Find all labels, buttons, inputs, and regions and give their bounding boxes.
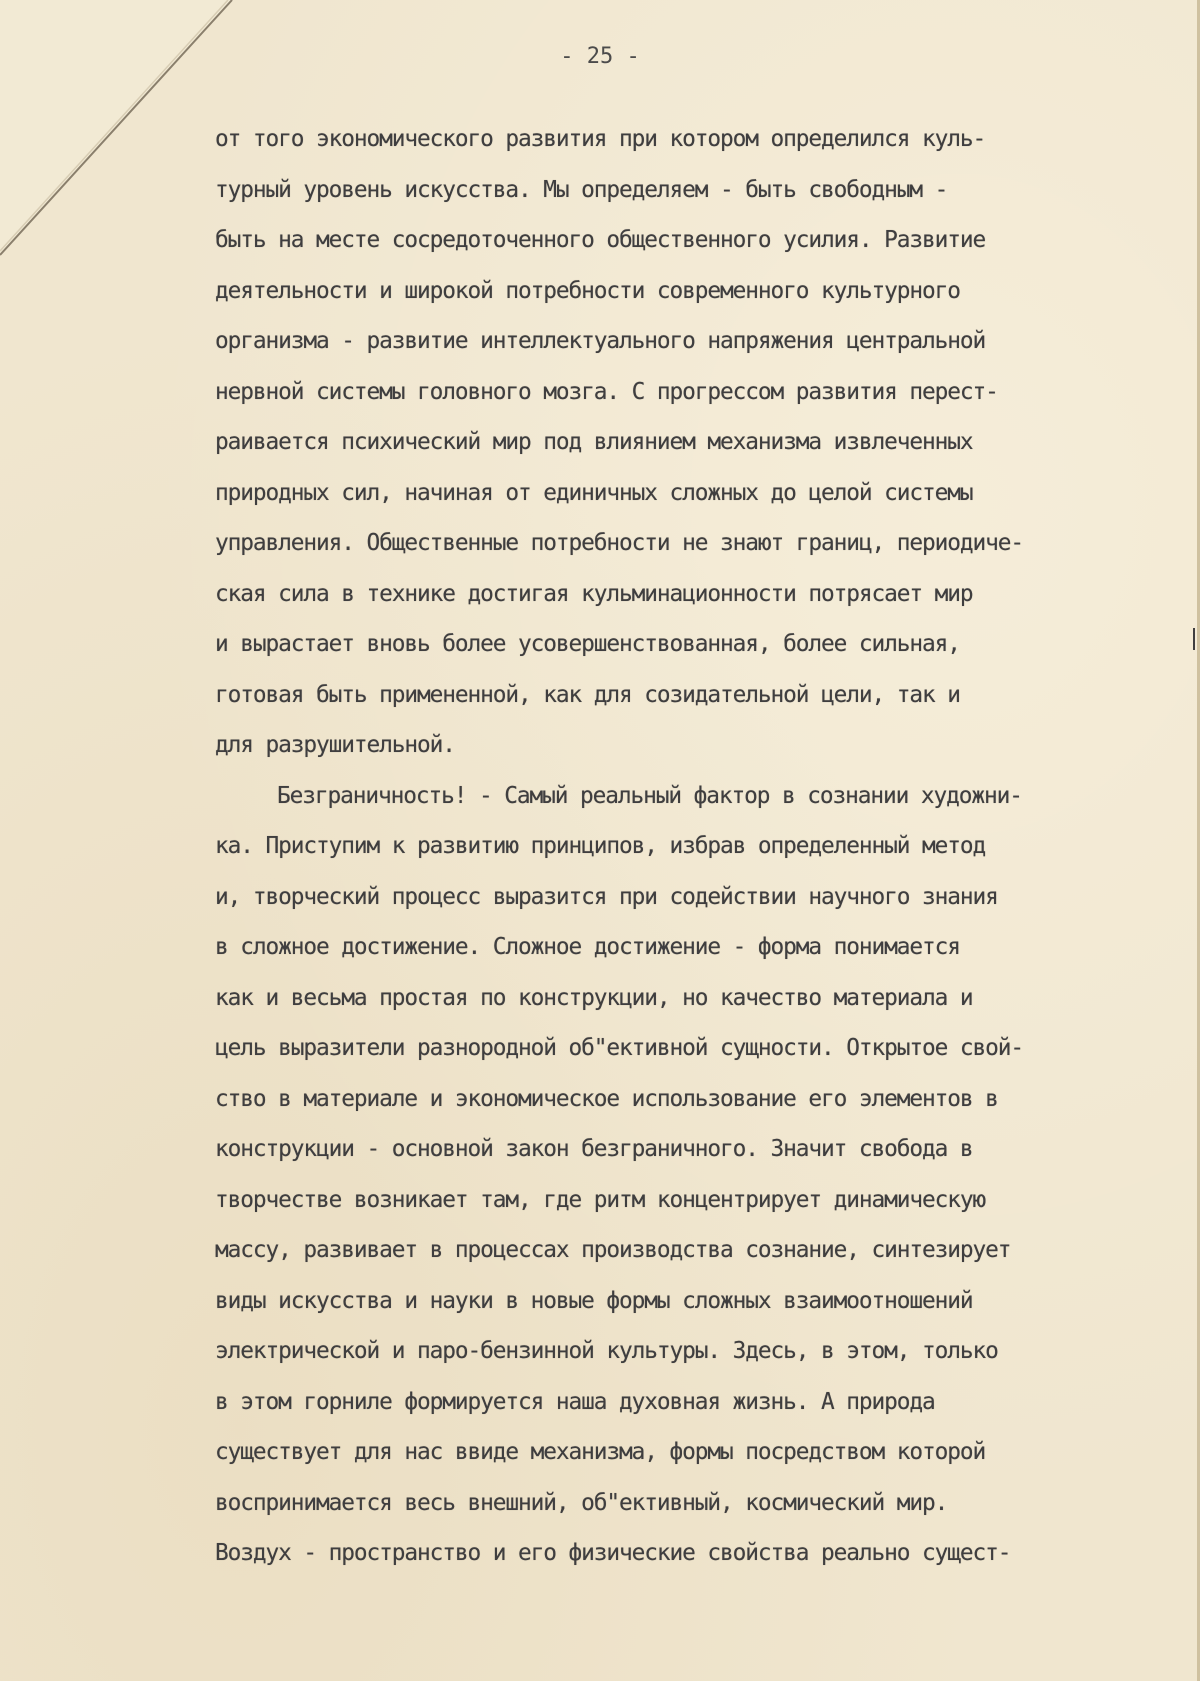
margin-mark (1193, 628, 1195, 650)
text-line: ка. Приступим к развитию принципов, избрав определенный метод (215, 833, 986, 859)
text-line: раивается психический мир под влиянием механизма извлеченных (215, 429, 973, 455)
text-line: управления. Общественные потребности не знают границ, периодиче- (215, 530, 1023, 556)
text-line: как и весьма простая по конструкции, но качество материала и (215, 984, 973, 1011)
text-line: воспринимается весь внешний, об"ективный, космический мир. (215, 1489, 948, 1516)
text-line: творчестве возникает там, где ритм концентрирует динамическую (215, 1186, 986, 1213)
text-line: в сложное достижение. Сложное достижение - форма понимается (215, 934, 960, 960)
text-line: от того экономического развития при котором определился куль- (215, 126, 986, 152)
text-line: организма - развитие интеллектуального напряжения центральной (215, 328, 986, 354)
text-line: электрической и паро-бензинной культуры. Здесь, в этом, только (215, 1338, 998, 1364)
text-line: Воздух - пространство и его физические свойства реально сущест- (215, 1540, 1011, 1566)
text-line: готовая быть примененной, как для созидательной цели, так и (215, 681, 960, 708)
text-line: массу, развивает в процессах производства сознание, синтезирует (215, 1237, 1011, 1263)
text-line: деятельности и широкой потребности современного культурного (215, 277, 960, 304)
text-line: для разрушительной. (215, 732, 455, 758)
text-line: и, творческий процесс выразится при содействии научного знания (215, 883, 998, 910)
text-line: турный уровень искусства. Мы определяем - быть свободным - (215, 176, 948, 203)
text-line: и вырастает вновь более усовершенствованная, более сильная, (215, 631, 960, 657)
text-line-paragraph-start: Безграничность! - Самый реальный фактор в сознании художни- (277, 782, 1022, 809)
text-line: виды искусства и науки в новые формы сложных взаимоотношений (215, 1287, 973, 1314)
text-line: цель выразители разнородной об"ективной сущности. Открытое свой- (215, 1035, 1023, 1061)
text-line: ство в материале и экономическое использование его элементов в (215, 1085, 998, 1112)
text-line: ская сила в технике достигая кульминационности потрясает мир (215, 580, 973, 607)
page-number: - 25 - (560, 44, 640, 69)
text-line: нервной системы головного мозга. С прогрессом развития перест- (215, 378, 998, 405)
text-line: в этом горниле формируется наша духовная жизнь. А природа (215, 1388, 935, 1415)
typewritten-body (215, 114, 1195, 1579)
text-line: конструкции - основной закон безграничного. Значит свобода в (215, 1136, 973, 1162)
text-line: существует для нас ввиде механизма, формы посредством которой (215, 1439, 986, 1465)
text-line: быть на месте сосредоточенного общественного усилия. Развитие (215, 227, 986, 253)
text-line: природных сил, начиная от единичных сложных до целой системы (215, 479, 973, 506)
